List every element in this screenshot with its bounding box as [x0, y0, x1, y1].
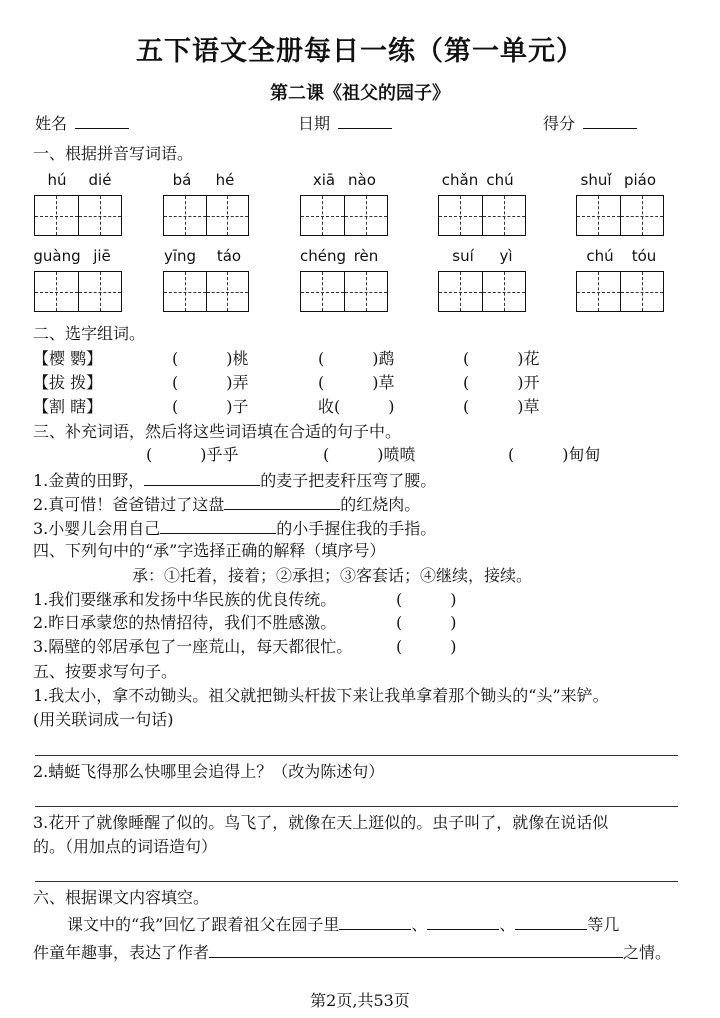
section2-heading: 二、选字组词。 [33, 324, 146, 343]
character-grid[interactable] [34, 271, 122, 312]
answer-blank[interactable] [224, 495, 340, 510]
fill-sentence-line1: 课文中的“我”回忆了跟着祖父在园子里 、 、 等几 [67, 915, 620, 934]
word-blank[interactable]: ( )喷喷 [323, 445, 416, 464]
pinyin-2-1: bá [172, 171, 192, 189]
answer-blank[interactable] [427, 915, 499, 930]
question-text: 的。（用加点的词语造句） [33, 837, 218, 856]
character-grid[interactable] [576, 271, 664, 312]
char-pair: 【拔 拨】 [33, 373, 103, 392]
pinyin-3-1: xiā [312, 171, 336, 189]
answer-paren[interactable]: ( ) [396, 613, 457, 632]
sentence-3: 3.小婴儿会用自己 的小手握住我的手指。 [33, 519, 437, 538]
char-pair: 【樱 鹦】 [33, 349, 103, 368]
question-text: (用关联词成一句话) [33, 710, 174, 729]
word-blank[interactable]: ( )乎乎 [146, 445, 239, 464]
sentence-2: 2.真可惜！爸爸错过了这盘 的红烧肉。 [33, 495, 421, 514]
pinyin-4-2: chú [486, 171, 514, 189]
item-text: 2.昨日承蒙您的热情招待，我们不胜感激。 [33, 613, 337, 632]
name-label: 姓名 [35, 114, 68, 133]
fill-blank[interactable]: ( )草 [463, 397, 540, 416]
item-text: 1.我们要继承和发扬中华民族的优良传统。 [33, 590, 337, 609]
pinyin-8-2: rèn [353, 247, 379, 265]
pinyin-3-2: nào [348, 171, 376, 189]
date-field[interactable] [298, 114, 392, 132]
pinyin-10-2: tóu [631, 247, 657, 265]
fill-blank[interactable]: ( )弄 [172, 373, 249, 392]
char-pair: 【割 瞎】 [33, 397, 103, 416]
character-grid[interactable] [300, 195, 388, 236]
section3-heading: 三、补充词语，然后将这些词语填在合适的句子中。 [33, 422, 402, 441]
answer-blank[interactable] [209, 943, 623, 958]
pinyin-7-2: táo [216, 247, 242, 265]
answer-paren[interactable]: ( ) [396, 590, 457, 609]
name-field[interactable] [35, 114, 129, 132]
pinyin-5-1: shuǐ [580, 171, 612, 189]
pinyin-9-1: suí [452, 247, 474, 265]
answer-blank[interactable] [515, 915, 587, 930]
pinyin-6-2: jiē [93, 247, 111, 265]
score-label: 得分 [543, 114, 576, 133]
sentence-1: 1.金黄的田野， 的麦子把麦秆压弯了腰。 [33, 471, 437, 490]
meanings-list: 承：①托着，接着；②承担；③客套话；④继续，接续。 [132, 566, 533, 585]
section4-heading: 四、下列句中的“承”字选择正确的解释（填序号） [33, 541, 386, 560]
section5-heading: 五、按要求写句子。 [33, 662, 178, 681]
answer-blank[interactable] [339, 915, 411, 930]
pinyin-4-1: chǎn [441, 171, 479, 189]
character-grid[interactable] [163, 195, 249, 236]
pinyin-1-1: hú [47, 171, 67, 189]
question-text: 3.花开了就像睡醒了似的。鸟飞了，就像在天上逛似的。虫子叫了，就像在说话似 [33, 813, 609, 832]
character-grid[interactable] [576, 195, 664, 236]
answer-line[interactable] [35, 881, 678, 882]
pinyin-5-2: piáo [623, 171, 657, 189]
score-blank[interactable] [583, 114, 637, 129]
character-grid[interactable] [34, 195, 122, 236]
answer-blank[interactable] [144, 471, 260, 486]
fill-blank[interactable]: ( )子 [172, 397, 249, 416]
pinyin-8-1: chéng [299, 247, 346, 265]
fill-blank[interactable]: ( )鹉 [318, 349, 395, 368]
fill-blank[interactable]: 收( ) [318, 397, 395, 416]
pinyin-7-1: yīng [163, 247, 197, 265]
lesson-subtitle: 第二课《祖父的园子》 [270, 83, 450, 104]
answer-paren[interactable]: ( ) [396, 637, 457, 656]
page-number: 第2页,共53页 [310, 991, 410, 1010]
character-grid[interactable] [300, 271, 388, 312]
section6-heading: 六、根据课文内容填空。 [33, 888, 210, 907]
word-blank[interactable]: ( )甸甸 [508, 445, 601, 464]
answer-line[interactable] [35, 755, 678, 756]
fill-blank[interactable]: ( )草 [318, 373, 395, 392]
name-blank[interactable] [75, 114, 129, 129]
fill-blank[interactable]: ( )开 [463, 373, 540, 392]
character-grid[interactable] [438, 195, 526, 236]
pinyin-2-2: hé [215, 171, 235, 189]
pinyin-6-1: guàng [33, 247, 81, 265]
section1-heading: 一、根据拼音写词语。 [33, 144, 194, 163]
fill-sentence-line2: 件童年趣事，表达了作者 之情。 [33, 943, 672, 962]
fill-blank[interactable]: ( )桃 [172, 349, 249, 368]
score-field[interactable] [543, 114, 637, 132]
answer-line[interactable] [35, 806, 678, 807]
question-text: 2.蜻蜓飞得那么快哪里会追得上？（改为陈述句） [33, 762, 385, 781]
character-grid[interactable] [438, 271, 526, 312]
item-text: 3.隔壁的邻居承包了一座荒山，每天都很忙。 [33, 637, 353, 656]
pinyin-9-2: yì [499, 247, 513, 265]
date-label: 日期 [298, 114, 331, 133]
date-blank[interactable] [338, 114, 392, 129]
question-text: 1.我太小，拿不动锄头。祖父就把锄头杆拔下来让我单拿着那个锄头的“头”来铲。 [33, 686, 609, 705]
character-grid[interactable] [163, 271, 249, 312]
fill-blank[interactable]: ( )花 [463, 349, 540, 368]
answer-blank[interactable] [160, 519, 276, 534]
pinyin-1-2: dié [88, 171, 112, 189]
page-title: 五下语文全册每日一练（第一单元） [136, 36, 584, 67]
pinyin-10-1: chú [586, 247, 614, 265]
